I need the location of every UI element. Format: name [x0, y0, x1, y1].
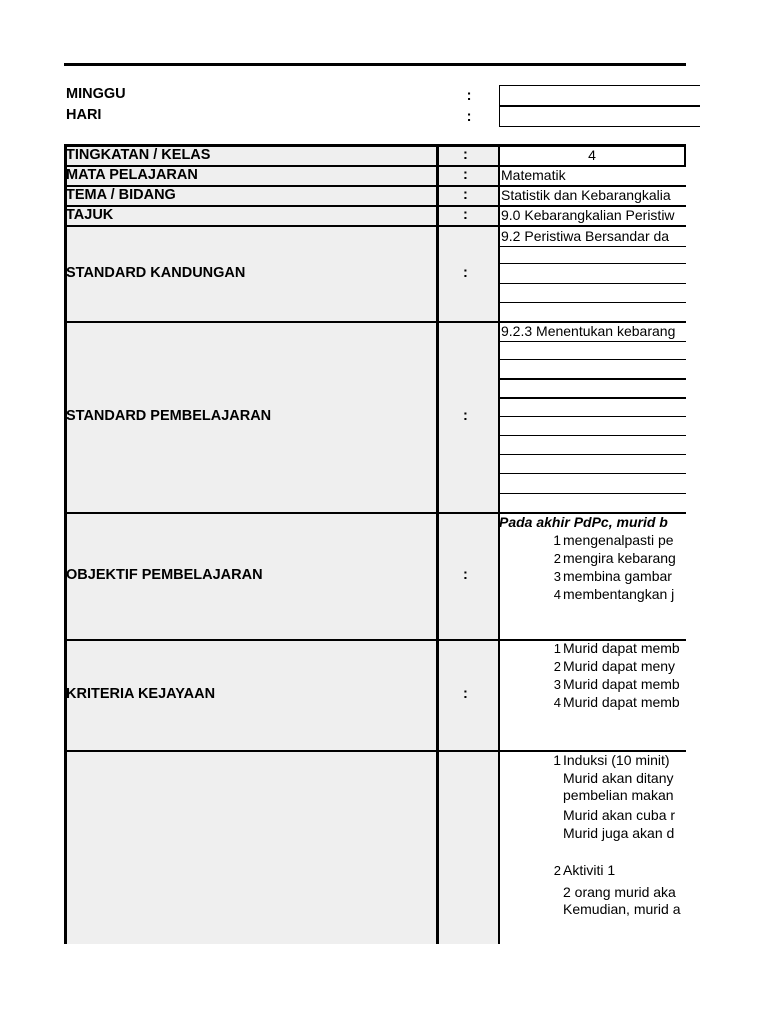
kriteria-number: 3	[553, 677, 561, 692]
aktiviti-step-title: Induksi (10 minit)	[563, 752, 670, 768]
objektif-item: mengira kebarang	[563, 550, 676, 566]
kriteria-item: Murid dapat memb	[563, 676, 680, 692]
aktiviti-text: Kemudian, murid a	[563, 901, 681, 917]
objektif-number: 1	[553, 532, 561, 548]
objektif-intro: Pada akhir PdPc, murid b	[499, 514, 668, 530]
tema-label: TEMA / BIDANG	[66, 187, 176, 203]
mata-pelajaran-colon: :	[463, 167, 468, 183]
kriteria-number: 2	[553, 659, 561, 674]
minggu-field[interactable]	[499, 85, 700, 107]
top-rule	[64, 63, 686, 66]
standard-pembelajaran-label: STANDARD PEMBELAJARAN	[66, 408, 272, 424]
tema-colon: :	[463, 187, 468, 203]
kriteria-item: Murid dapat memb	[563, 694, 680, 710]
aktiviti-text: pembelian makan	[563, 787, 674, 803]
objektif-number: 4	[553, 587, 561, 602]
kriteria-label: KRITERIA KEJAYAAN	[66, 686, 216, 702]
lesson-plan-table	[64, 144, 764, 944]
kriteria-colon: :	[463, 686, 468, 702]
objektif-colon: :	[463, 567, 468, 583]
aktiviti-text: 2 orang murid aka	[563, 884, 676, 900]
aktiviti-step-title: Aktiviti 1	[563, 862, 616, 878]
kriteria-item: Murid dapat memb	[563, 640, 680, 656]
mata-pelajaran-value[interactable]: Matematik	[501, 167, 566, 183]
objektif-label: OBJEKTIF PEMBELAJARAN	[66, 567, 263, 583]
tajuk-colon: :	[463, 207, 468, 223]
hari-label: HARI	[66, 107, 102, 123]
tema-value[interactable]: Statistik dan Kebarangkalia	[501, 187, 671, 203]
tingkatan-label: TINGKATAN / KELAS	[66, 147, 211, 163]
objektif-number: 2	[553, 551, 561, 566]
objektif-number: 3	[553, 569, 561, 584]
standard-pembelajaran-value[interactable]: 9.2.3 Menentukan kebarang	[501, 323, 676, 339]
hari-colon: :	[466, 109, 472, 125]
standard-kandungan-colon: :	[463, 265, 468, 281]
aktiviti-text: Murid akan ditany	[563, 770, 674, 786]
aktiviti-number: 1	[553, 752, 561, 768]
standard-kandungan-value[interactable]: 9.2 Peristiwa Bersandar da	[501, 228, 670, 244]
kriteria-number: 4	[553, 695, 561, 710]
hari-field[interactable]	[499, 105, 700, 127]
standard-kandungan-label: STANDARD KANDUNGAN	[66, 265, 246, 281]
aktiviti-number: 2	[553, 863, 561, 878]
aktiviti-text: Murid akan cuba r	[563, 807, 676, 823]
kriteria-number: 1	[553, 641, 561, 656]
minggu-label: MINGGU	[66, 86, 126, 102]
aktiviti-text: Murid juga akan d	[563, 825, 675, 841]
minggu-colon: :	[466, 88, 472, 104]
kriteria-item: Murid dapat meny	[563, 658, 676, 674]
tingkatan-value[interactable]: 4	[588, 147, 596, 163]
tajuk-label: TAJUK	[66, 207, 114, 223]
standard-pembelajaran-colon: :	[463, 408, 468, 424]
objektif-item: membentangkan j	[563, 586, 675, 602]
objektif-item: membina gambar	[563, 568, 672, 584]
objektif-item: mengenalpasti pe	[563, 532, 674, 548]
tingkatan-colon: :	[463, 147, 468, 163]
mata-pelajaran-label: MATA PELAJARAN	[66, 167, 198, 183]
tajuk-value[interactable]: 9.0 Kebarangkalian Peristiw	[501, 207, 675, 223]
